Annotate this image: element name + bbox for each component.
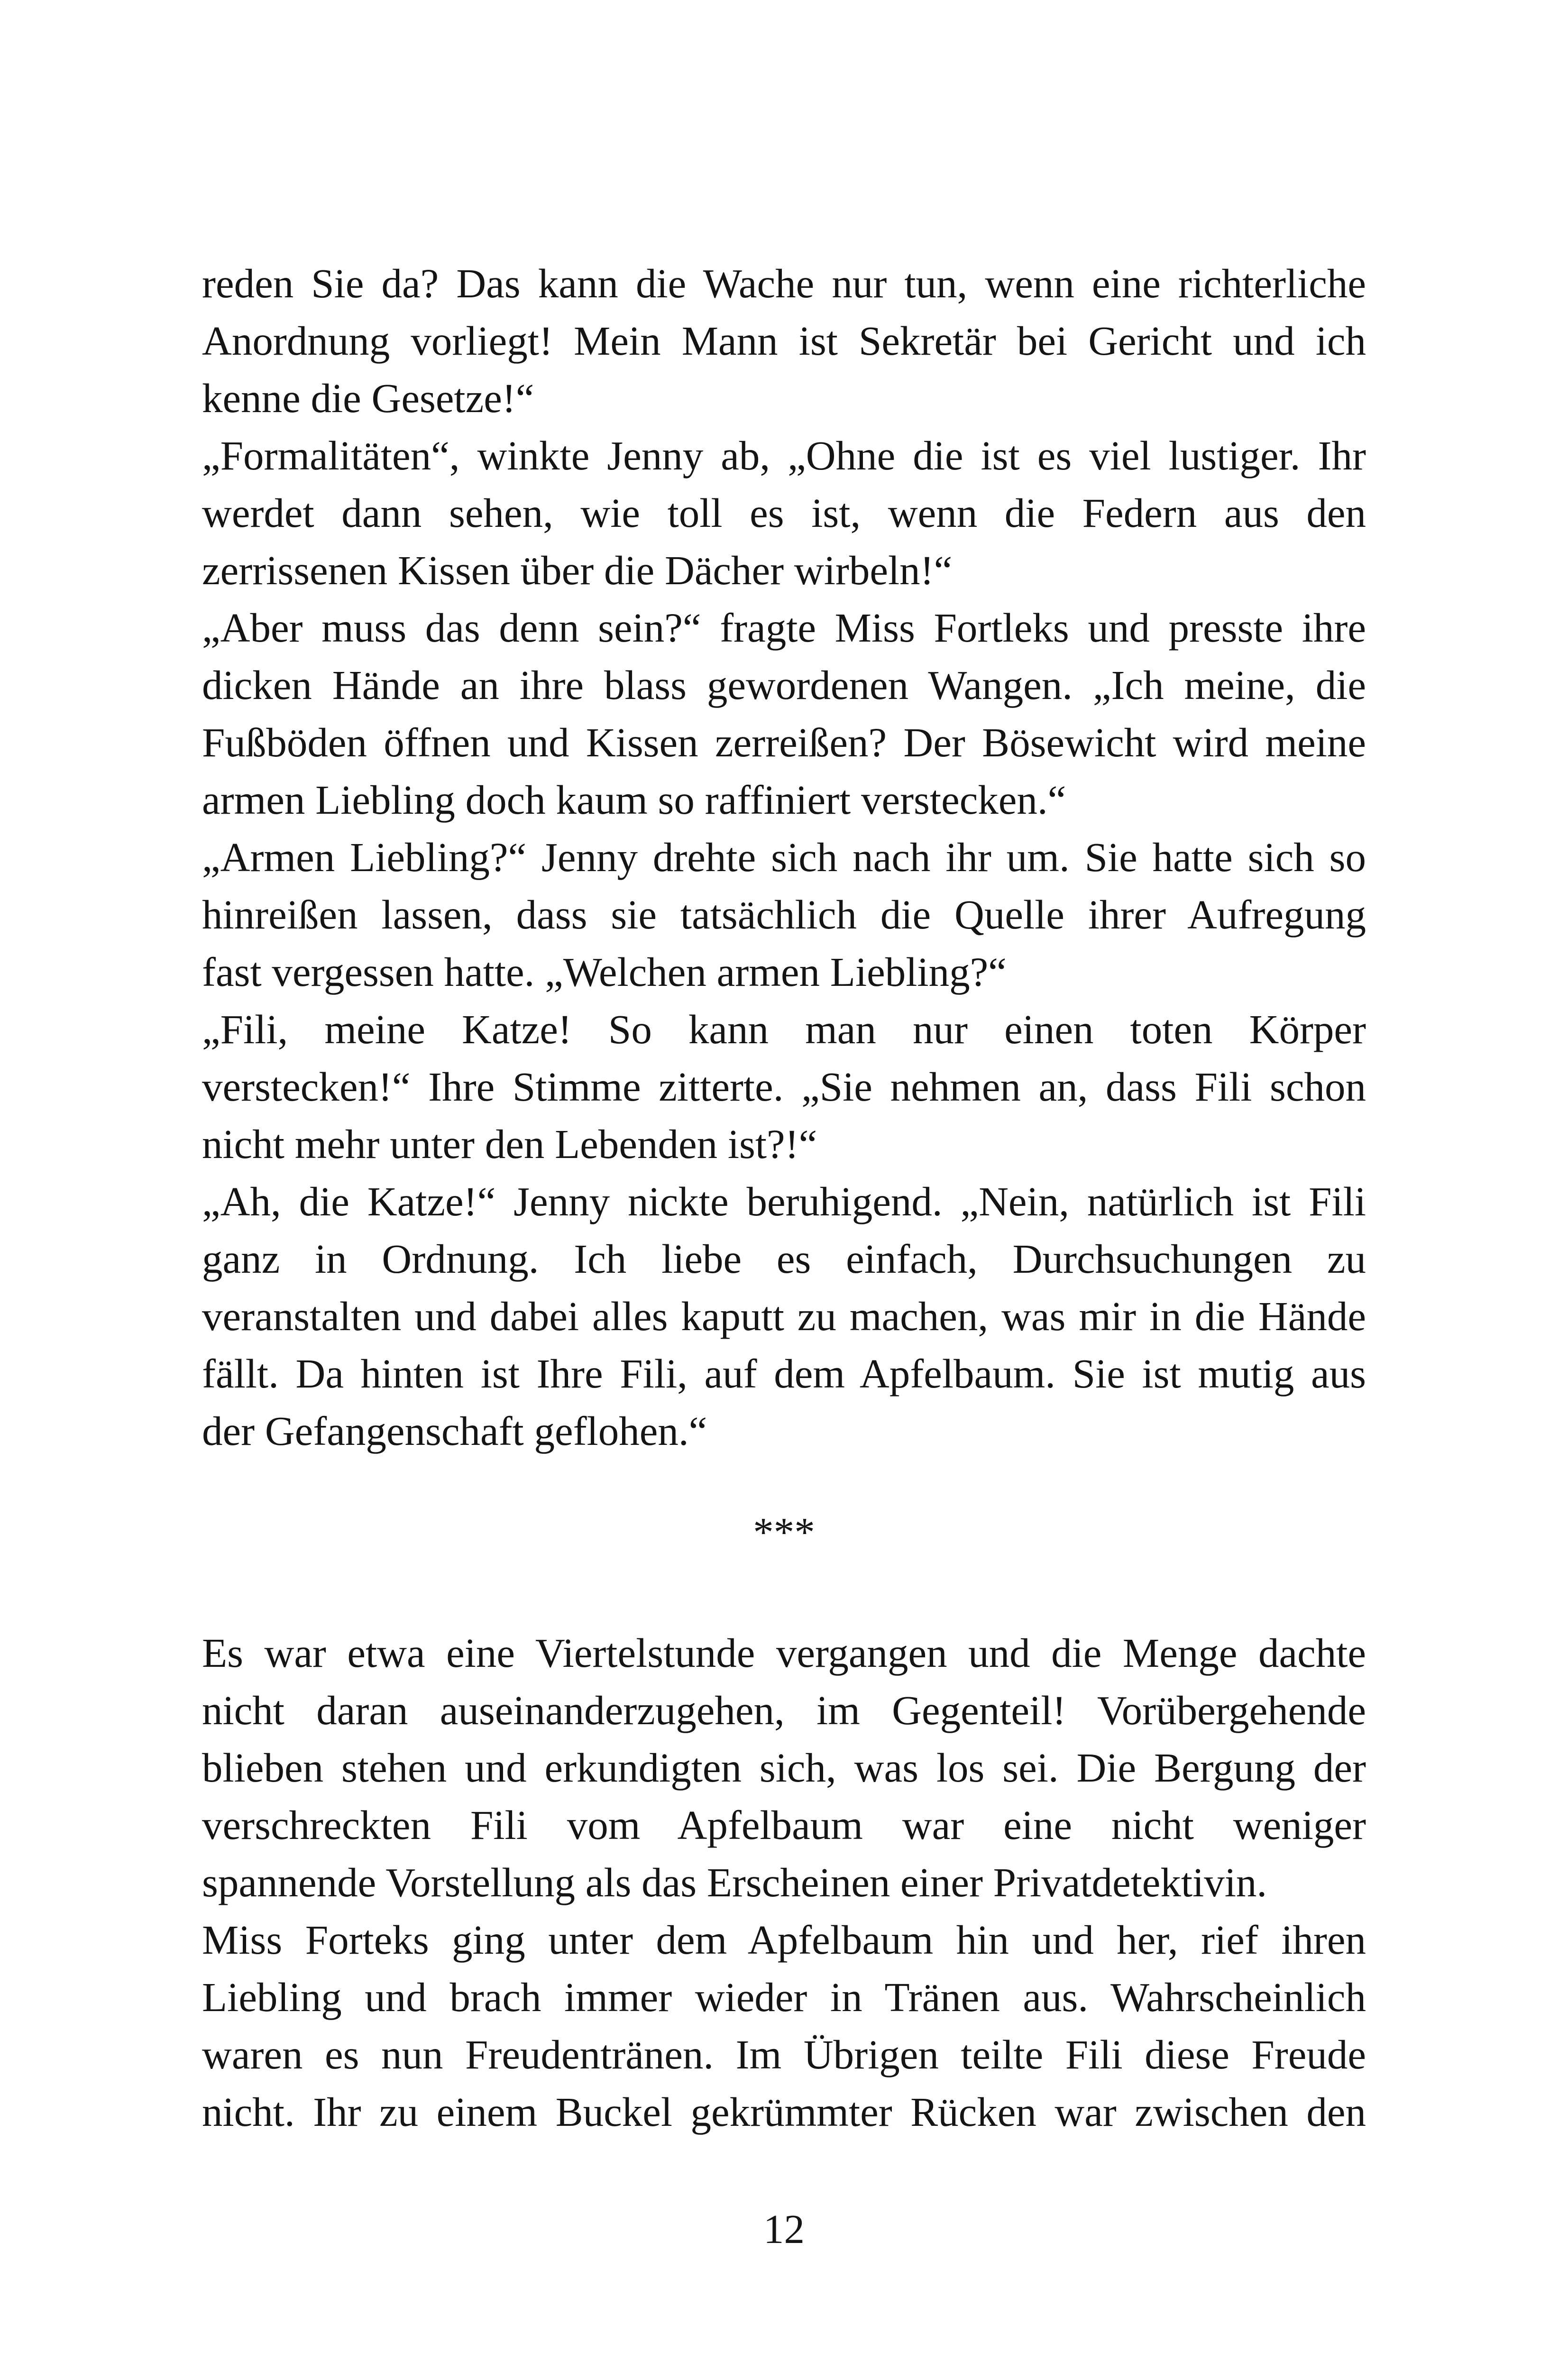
text-line: verstecken!“ Ihre Stimme zitterte. „Sie nehmen an, dass Fili schon: [202, 1064, 1366, 1110]
text-line: „Ah, die Katze!“ Jenny nickte beruhigend. „Nein, natürlich ist Fili: [202, 1178, 1366, 1224]
text-line: nicht mehr unter den Lebenden ist?!“: [202, 1121, 817, 1167]
text-line: dicken Hände an ihre blass gewordenen Wangen. „Ich meine, die: [202, 662, 1366, 708]
text-line: Anordnung vorliegt! Mein Mann ist Sekretär bei Gericht und ich: [202, 318, 1366, 364]
text-line: der Gefangenschaft geflohen.“: [202, 1408, 707, 1454]
text-line: Es war etwa eine Viertelstunde vergangen und die Menge dachte: [202, 1630, 1366, 1676]
text-line: Miss Forteks ging unter dem Apfelbaum hin und her, rief ihren: [202, 1917, 1366, 1963]
section-separator: ***: [753, 1509, 815, 1555]
text-line: blieben stehen und erkundigten sich, was los sei. Die Bergung der: [202, 1745, 1366, 1791]
text-line: fällt. Da hinten ist Ihre Fili, auf dem Apfelbaum. Sie ist mutig aus: [202, 1351, 1366, 1397]
text-line: waren es nun Freudentränen. Im Übrigen teilte Fili diese Freude: [202, 2031, 1366, 2077]
text-line: Liebling und brach immer wieder in Tränen aus. Wahrscheinlich: [202, 1974, 1366, 2020]
text-line: „Armen Liebling?“ Jenny drehte sich nach ihr um. Sie hatte sich so: [202, 834, 1366, 880]
text-line: Fußböden öffnen und Kissen zerreißen? Der Bösewicht wird meine: [202, 719, 1366, 765]
text-section-2: [202, 1624, 1366, 2141]
text-line: veranstalten und dabei alles kaputt zu machen, was mir in die Hände: [202, 1293, 1366, 1339]
text-line: hinreißen lassen, dass sie tatsächlich die Quelle ihrer Aufregung: [202, 891, 1366, 937]
text-line: ganz in Ordnung. Ich liebe es einfach, Durchsuchungen zu: [202, 1236, 1366, 1282]
text-line: „Aber muss das denn sein?“ fragte Miss Fortleks und presste ihre: [202, 605, 1366, 651]
text-section-1: [202, 255, 1366, 1460]
page-number: 12: [763, 2206, 805, 2252]
text-line: armen Liebling doch kaum so raffiniert verstecken.“: [202, 777, 1066, 823]
text-line: nicht daran auseinanderzugehen, im Gegenteil! Vorübergehende: [202, 1687, 1366, 1733]
text-line: „Formalitäten“, winkte Jenny ab, „Ohne die ist es viel lustiger. Ihr: [202, 432, 1366, 478]
text-line: reden Sie da? Das kann die Wache nur tun, wenn eine richterliche: [202, 260, 1366, 306]
text-line: spannende Vorstellung als das Erscheinen einer Privatdetektivin.: [202, 1859, 1267, 1905]
text-line: werdet dann sehen, wie toll es ist, wenn die Federn aus den: [202, 490, 1366, 536]
text-line: zerrissenen Kissen über die Dächer wirbeln!“: [202, 547, 953, 593]
text-line: „Fili, meine Katze! So kann man nur einen toten Körper: [202, 1006, 1366, 1052]
text-line: kenne die Gesetze!“: [202, 375, 534, 421]
text-line: fast vergessen hatte. „Welchen armen Liebling?“: [202, 949, 1007, 995]
text-line: nicht. Ihr zu einem Buckel gekrümmter Rücken war zwischen den: [202, 2089, 1366, 2135]
text-line: verschreckten Fili vom Apfelbaum war eine nicht weniger: [202, 1802, 1366, 1848]
